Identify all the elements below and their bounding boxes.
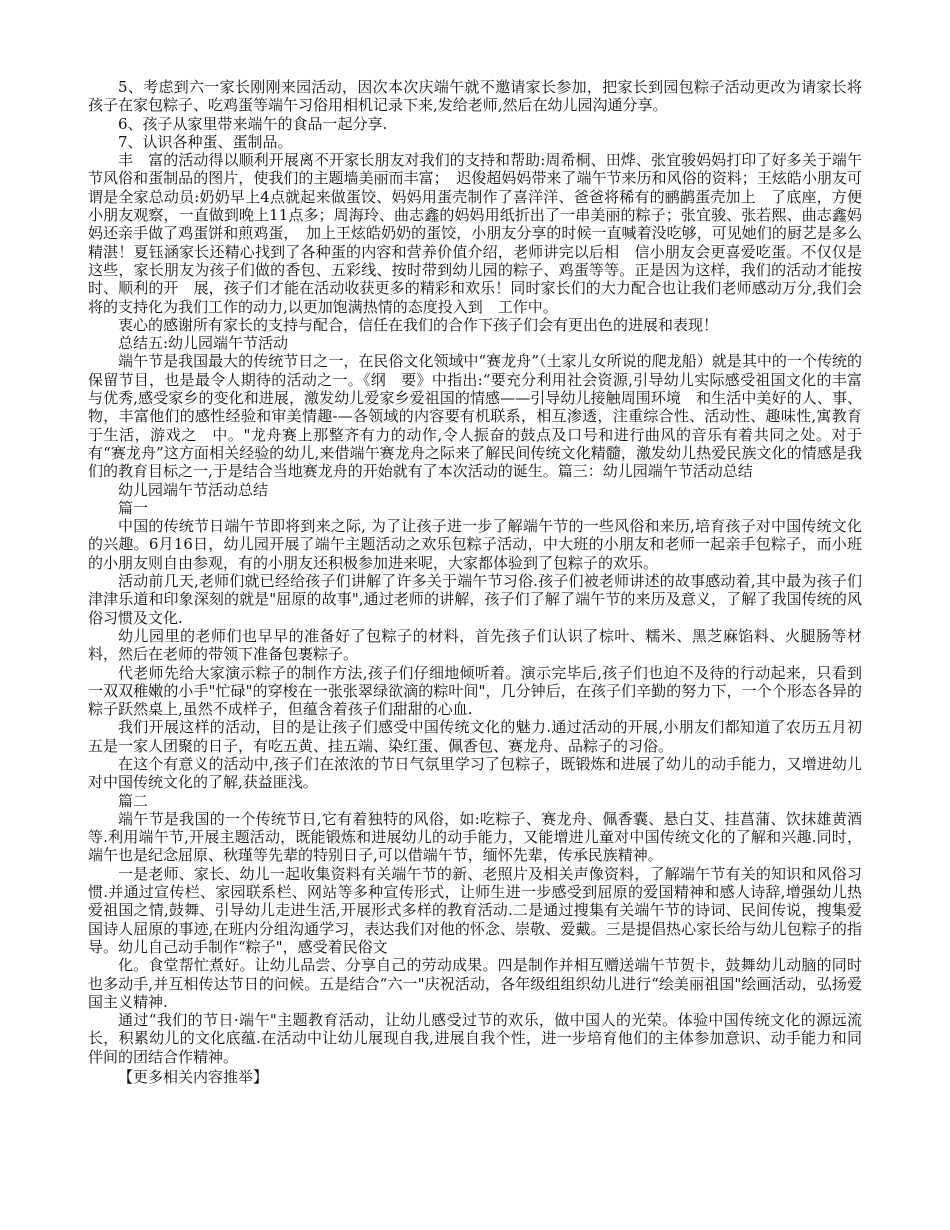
section-heading-part-one: 篇一 bbox=[118, 498, 149, 517]
paragraph-gratitude: 衷心的感谢所有家长的支持与配合，信任在我们的合作下孩子们会有更出色的进展和表现！ bbox=[118, 315, 719, 334]
paragraph-meaningful: 在这个有意义的活动中,孩子们在浓浓的节日气氛里学习了包粽子，既锻炼和进展了幼儿的动手能力，又增进幼儿对中国传统文化的了解,获益匪浅。 bbox=[88, 754, 862, 792]
paragraph-customs: 端午节是我国的一个传统节日,它有着独特的风俗，如:吃粽子、赛龙舟、佩香囊、悬白艾、挂菖蒲、饮抹雄黄酒等.利用端午节,开展主题活动，既能锻炼和进展幼儿的动手能力，又能增进儿童对中国传统文化的了解和兴趣.同时，端午也是纪念屈原、秋瑾等先辈的特别日子,可以借端午节，缅怀先辈，传承民族精神。 bbox=[88, 809, 862, 865]
paragraph-conclusion: 通过“我们的节日·端午"主题教育活动，让幼儿感受过节的欢乐，做中国人的光荣。体验中国传统文化的源远流长，积累幼儿的文化底蕴.在活动中让幼儿展现自我,进展自我个性，进一步培育他们的主体参加意识、动手能力和同伴间的团结合作精神。 bbox=[88, 1011, 862, 1066]
paragraph-item-6: 6、孩子从家里带来端午的食品一起分享. bbox=[118, 114, 388, 133]
paragraph-before-activity: 活动前几天,老师们就已经给孩子们讲解了许多关于端午节习俗.孩子们被老师讲述的故事感动着,其中最为孩子们津津乐道和印象深刻的就是"屈原的故事",通过老师的讲解，孩子们了解了端午节的来历及意义，了解了我国传统的风俗习惯及文化. bbox=[88, 572, 862, 627]
paragraph-demonstration: 代老师先给大家演示粽子的制作方法,孩子们仔细地倾听着。演示完毕后,孩子们也迫不及待的行动起来，只看到一双双稚嫩的小手"忙碌"的穿梭在一张张翠绿欲滴的粽叶间"，几分钟后，在孩子们辛勤的努力下，一个个形态各异的粽子跃然桌上,虽然不成样子，但蕴含着孩子们甜甜的心血. bbox=[88, 663, 862, 719]
section-title: 幼儿园端午节活动总结 bbox=[118, 480, 269, 499]
paragraph-materials: 幼儿园里的老师们也早早的准备好了包粽子的材料，首先孩子们认识了棕叶、糯米、黑芝麻馅料、火腿肠等材料，然后在老师的带领下准备包裹粽子。 bbox=[88, 626, 862, 664]
paragraph-item-5: 5、考虑到六一家长刚刚来园活动，因次本次庆端午就不邀请家长参加，把家长到园包粽子活动更改为请家长将孩子在家包粽子、吃鸡蛋等端午习俗用相机记录下来,发给老师,然后在幼儿园沟通分享。 bbox=[88, 78, 862, 115]
paragraph-thanks-parents: 丰 富的活动得以顺利开展离不开家长朋友对我们的支持和帮助:周希桐、田烨、张宜骏妈妈打印了好多关于端午节风俗和蛋制品的图片，使我们的主题墙美丽而丰富； 迟俊超妈妈带来了端午节来历和风俗的资料；王炫皓小朋友可谓是全家总动员:奶奶早上4点就起来做蛋饺、妈妈用蛋壳制作了喜洋洋、爸爸将稀有的鹂鹋蛋壳加上 了底座，方便小朋友观察，一直做到晚上11点多；周海玲、曲志鑫的妈妈用纸折出了一串美丽的粽子；张宜骏、张若熙、曲志鑫妈妈还亲手做了鸡蛋饼和煎鸡蛋， 加上王炫皓奶奶的蛋饺，小朋友分享的时候一直喊着没吃够，可见她们的厨艺是多么精湛！夏钰涵家长还精心找到了各种蛋的内容和营养价值介绍，老师讲完以后相 信小朋友会更喜爱吃蛋。不仅仅是这些，家长朋友为孩子们做的香包、五彩线、按时带到幼儿园的粽子、鸡蛋等等。正是因为这样，我们的活动才能按时、顺利的开 展，孩子们才能在活动收获更多的精彩和欢乐！同时家长们的大力配合也让我们老师感动万分,我们会将的支持化为我们工作的动力,以更加饱满热情的态度投入到 工作中。 bbox=[88, 151, 862, 316]
section-heading-summary-five: 总结五:幼儿园端午节活动 bbox=[118, 334, 289, 353]
paragraph-dragon-boat: 端午节是我国最大的传统节日之一，在民俗文化领域中“赛龙舟”（土家儿女所说的爬龙船）就是其中的一个传统的保留节目，也是最令人期待的活动之一。《纲 要》中指出:“要充分利用社会资源,引导幼儿实际感受祖国文化的丰富与优秀,感受家乡的变化和进展，激发幼儿爱家乡爱祖国的情感——引导幼儿接触周围环境 和生活中美好的人、事、物，丰富他们的感性经验和审美情趣-—各领域的内容要有机联系，相互渗透，注重综合性、活动性、趣味性,寓教育于生活，游戏之 中。"龙舟赛上那整齐有力的动作,令人振奋的鼓点及口号和进行曲风的音乐有着共同之处。对于有“赛龙舟”这方面相关经验的幼儿,来借端午赛龙舟之际来了解民间传统文化精髓，激发幼儿热爱民族文化的情感是我们的教育目标之一,于是结合当地赛龙舟的开始就有了本次活动的诞生。篇三：幼儿园端午节活动总结 bbox=[88, 352, 862, 481]
section-heading-part-two: 篇二 bbox=[118, 791, 149, 810]
paragraph-activities: 一是老师、家长、幼儿一起收集资料有关端午节的新、老照片及相关声像资料，了解端午节有关的知识和风俗习惯.并通过宣传栏、家园联系栏、网站等多种宣传形式，让师生进一步感受到屈原的爱国精神和感人诗辞,增强幼儿热爱祖国之情,鼓舞、引导幼儿走进生活,开展形式多样的教育活动.二是通过搜集有关端午节的诗词、民间传说，搜集爱国诗人屈原的事迹,在班内分组沟通学习，表达我们对他的怀念、崇敬、爱戴。三是提倡热心家长给与幼儿包粽子的指导。幼儿自己动手制作“粽子"，感受着民俗文 bbox=[88, 864, 862, 956]
paragraph-activities-continued: 化。食堂帮忙煮好。让幼儿品尝、分享自己的劳动成果。四是制作并相互赠送端午节贺卡，鼓舞幼儿动脑的同时也多动手,并互相传达节日的问候。五是结合“六一"庆祝活动，各年级组组织幼儿进行“绘美丽祖国"绘画活动，弘扬爱国主义精神. bbox=[88, 956, 862, 1011]
paragraph-intro: 中国的传统节日端午节即将到来之际, 为了让孩子进一步了解端午节的一些风俗和来历,培育孩子对中国传统文化的兴趣。6月16日，幼儿园开展了端午主题活动之欢乐包粽子活动，中大班的小朋友和老师一起亲手包粽子，而小班的小朋友则自由参观，有的小朋友还积极参加进来呢，大家都体验到了包粽子的欢乐。 bbox=[88, 517, 862, 572]
more-content-link[interactable]: 【更多相关内容推举】 bbox=[118, 1068, 269, 1087]
paragraph-item-7: 7、认识各种蛋、蛋制品。 bbox=[118, 132, 293, 151]
paragraph-purpose: 我们开展这样的活动，目的是让孩子们感受中国传统文化的魅力.通过活动的开展,小朋友们都知道了农历五月初五是一家人团聚的日子，有吃五黄、挂五端、染红蛋、佩香包、赛龙舟、品粽子的习俗。 bbox=[88, 718, 862, 755]
